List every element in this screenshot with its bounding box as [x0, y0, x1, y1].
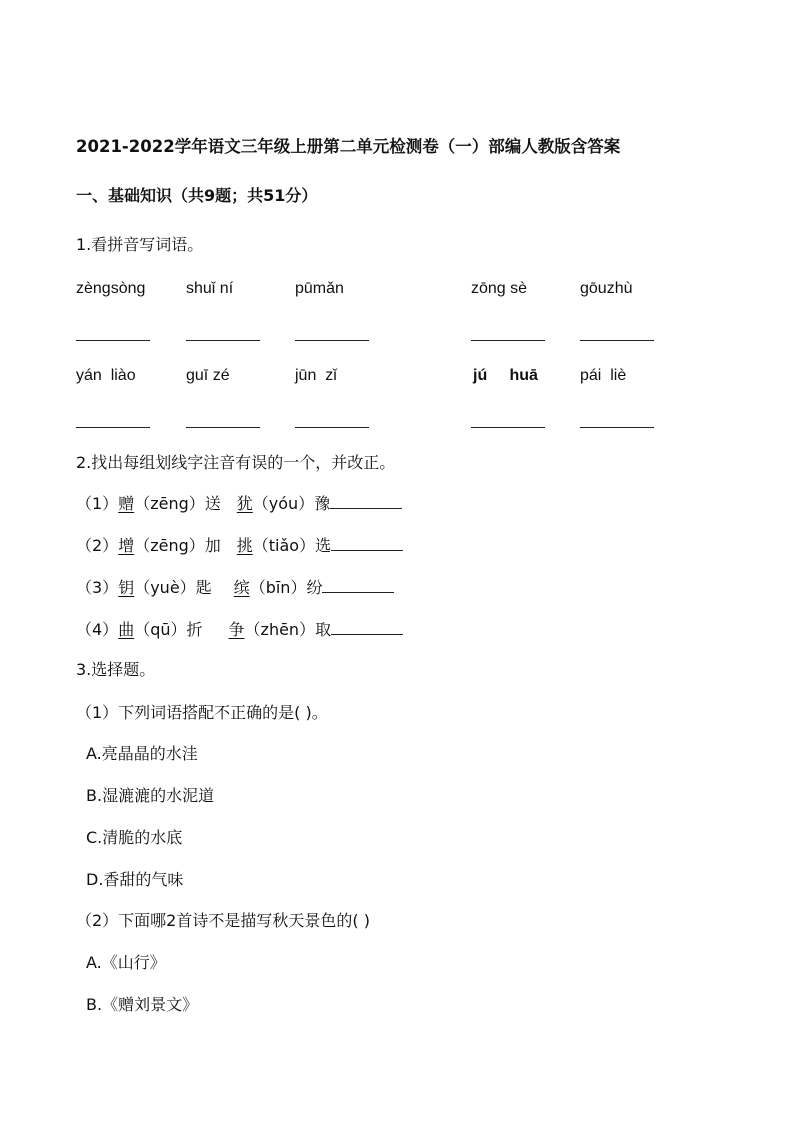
sub-question: （1）下列词语搭配不正确的是( )。	[76, 703, 328, 722]
pinyin-word: zèngsòng	[76, 280, 146, 297]
pinyin-note: （zēng）	[134, 536, 205, 555]
question-1-prompt: 1.看拼音写词语。	[76, 235, 204, 254]
pinyin-note: （yuè）	[134, 578, 196, 597]
pinyin-word: yán liào	[76, 367, 136, 384]
answer-blank[interactable]	[330, 494, 402, 509]
char: 取	[315, 620, 332, 639]
pinyin-note: （tiǎo）	[252, 536, 316, 555]
document-title: 2021-2022学年语文三年级上册第二单元检测卷（一）部编人教版含答案	[76, 137, 621, 156]
char: 选	[315, 536, 332, 555]
pinyin-word: guī zé	[186, 367, 230, 384]
question-2-item	[76, 536, 403, 556]
underlined-char: 争	[228, 620, 245, 639]
option-a[interactable]: A.《山行》	[86, 953, 166, 972]
pinyin-note: （yóu）	[252, 494, 315, 513]
option-c[interactable]: C.清脆的水底	[86, 828, 183, 847]
answer-blank[interactable]	[295, 340, 369, 341]
underlined-char: 曲	[118, 620, 135, 639]
item-number: （4）	[76, 620, 119, 639]
answer-blank[interactable]	[186, 427, 260, 428]
item-number: （2）	[76, 536, 119, 555]
char: 豫	[314, 494, 331, 513]
pinyin-note: （bīn）	[249, 578, 307, 597]
underlined-char: 赠	[118, 494, 135, 513]
answer-blank[interactable]	[186, 340, 260, 341]
option-a[interactable]: A.亮晶晶的水洼	[86, 744, 198, 763]
question-2-prompt: 2.找出每组划线字注音有误的一个，并改正。	[76, 453, 396, 472]
section-heading: 一、基础知识（共9题；共51分）	[76, 186, 318, 205]
pinyin-note: （zēng）	[134, 494, 205, 513]
question-3-prompt: 3.选择题。	[76, 660, 156, 679]
pinyin-word: shuǐ ní	[186, 280, 234, 297]
char: 匙	[195, 578, 212, 597]
answer-blank[interactable]	[471, 427, 545, 428]
underlined-char: 缤	[233, 578, 250, 597]
answer-blank[interactable]	[580, 340, 654, 341]
pinyin-word: jú huā	[473, 367, 538, 384]
underlined-char: 犹	[236, 494, 253, 513]
pinyin-note: （qū）	[134, 620, 187, 639]
pinyin-word: pái liè	[580, 367, 627, 384]
char: 送	[204, 494, 221, 513]
option-b[interactable]: B.湿漉漉的水泥道	[86, 786, 215, 805]
item-number: （1）	[76, 494, 119, 513]
answer-blank[interactable]	[322, 578, 394, 593]
pinyin-note: （zhēn）	[244, 620, 316, 639]
answer-blank[interactable]	[471, 340, 545, 341]
option-d[interactable]: D.香甜的气味	[86, 870, 184, 889]
question-2-item	[76, 494, 402, 514]
answer-blank[interactable]	[76, 340, 150, 341]
answer-blank[interactable]	[331, 620, 403, 635]
question-2-item	[76, 620, 403, 640]
answer-blank[interactable]	[295, 427, 369, 428]
question-2-item	[76, 578, 394, 598]
char: 折	[186, 620, 203, 639]
pinyin-word: jūn zǐ	[295, 367, 337, 384]
option-b[interactable]: B.《赠刘景文》	[86, 995, 199, 1014]
underlined-char: 挑	[236, 536, 253, 555]
pinyin-word: zōng sè	[471, 280, 528, 297]
answer-blank[interactable]	[76, 427, 150, 428]
char: 加	[204, 536, 221, 555]
pinyin-word: gōuzhù	[580, 280, 633, 297]
answer-blank[interactable]	[580, 427, 654, 428]
char: 纷	[306, 578, 323, 597]
underlined-char: 增	[118, 536, 135, 555]
answer-blank[interactable]	[331, 536, 403, 551]
pinyin-word: pūmǎn	[295, 280, 344, 297]
underlined-char: 钥	[118, 578, 135, 597]
item-number: （3）	[76, 578, 119, 597]
sub-question: （2）下面哪2首诗不是描写秋天景色的( )	[76, 911, 370, 930]
